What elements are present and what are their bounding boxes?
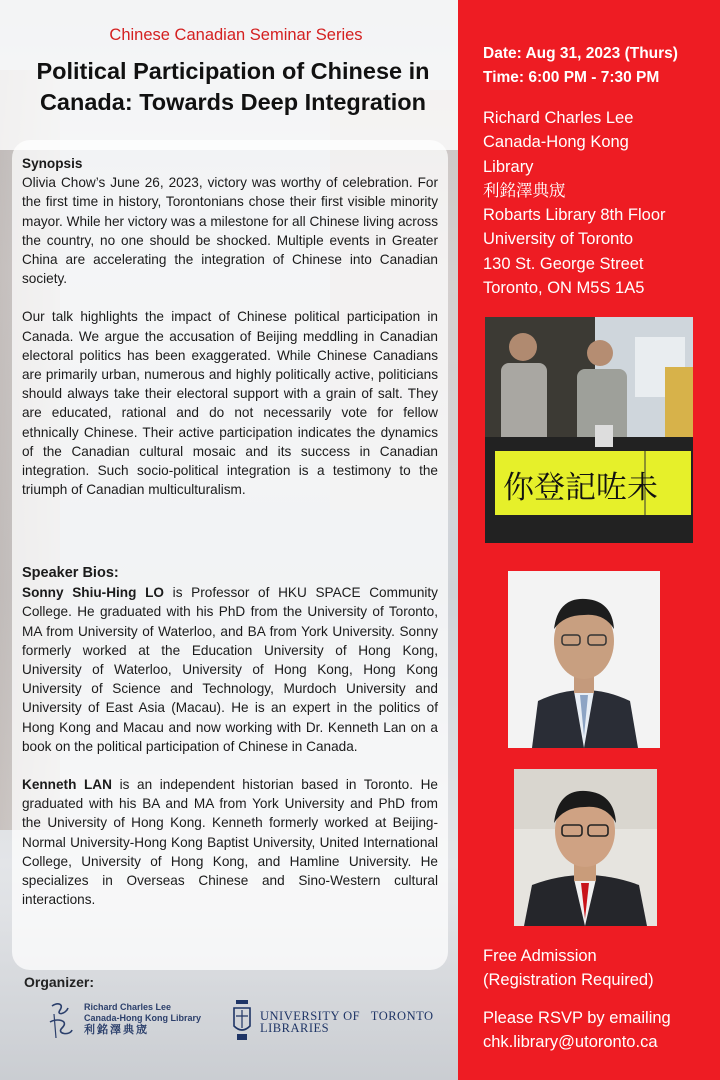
rsvp-email[interactable]: chk.library@utoronto.ca — [483, 1033, 658, 1052]
uoft-libraries-logo — [232, 998, 444, 1044]
speaker-bios-section — [22, 564, 438, 928]
speaker-name: Sonny Shiu-Hing LO — [22, 585, 164, 601]
rsvp-line: Please RSVP by emailing — [483, 1009, 671, 1027]
organizer-label: Organizer: — [24, 974, 95, 990]
uoft-libraries-name — [260, 1010, 434, 1034]
event-venue — [483, 106, 666, 300]
event-date: Date: Aug 31, 2023 (Thurs) — [483, 45, 678, 62]
crest-icon — [232, 998, 252, 1042]
speaker-photo-lan — [514, 769, 657, 926]
synopsis-paragraph: Our talk highlights the impact of Chinese political participation in Canada. We argue the accusation of Beijing meddling in Canadian electoral politics has been exaggerated. While Chinese Canadians are primarily urban, numerous and highly politically active, politicians should always take their electoral support with a grain of salt. They are educated, rational and do not necessarily vote for fellow ethnically Chinese. Their active participation indicates the dynamics of the Canadian cultural mosaic and its success in Canadian integration. Such socio-political integration is a testimony to the triumph of Canadian multiculturalism. — [22, 309, 438, 498]
event-time: Time: 6:00 PM - 7:30 PM — [483, 69, 660, 86]
speaker-bio — [22, 583, 438, 756]
event-photo — [485, 317, 693, 543]
synopsis-paragraph: Olivia Chow’s June 26, 2023, victory was worthy of celebration. For the first time in history, Torontonians chose their first visible minority mayor. While her victory was a milestone for all Chinese living across the country, no one should be shocked. Multiple events in Greater China are accelerating the integration of Chinese into Canadian society. — [22, 175, 438, 287]
event-info-panel — [458, 0, 720, 1080]
synopsis-section — [22, 154, 438, 518]
rsvp-info — [483, 1006, 671, 1055]
event-datetime — [483, 42, 678, 90]
speaker-name: Kenneth LAN — [22, 777, 112, 793]
venue-line: University of Toronto — [483, 230, 634, 249]
rcl-name-line: Richard Charles Lee — [84, 1002, 172, 1012]
calligraphy-icon — [44, 1000, 78, 1042]
speaker-bio-text: is Professor of HKU SPACE Community College. He graduated with his PhD from the University of Toronto, MA from University of Waterloo, and BA from York University. Sonny formerly worked at the Education University of Hong Kong, University of Waterloo, University of Hong Kong, Hong Kong University of Science and Technology, Murdoch University and University of East Asia (Macau). He is an expert in the politics of Hong Kong and Macau and now working with Dr. Kenneth Lan on a book on the political participation of Chinese in Canada. — [22, 585, 438, 754]
series-label: Chinese Canadian Seminar Series — [109, 26, 363, 44]
admission-line: (Registration Required) — [483, 971, 654, 990]
venue-line: 130 St. George Street — [483, 254, 644, 273]
bios-heading: Speaker Bios: — [22, 565, 119, 581]
venue-line: 利銘澤典宬 — [483, 181, 566, 200]
venue-line: Canada-Hong Kong — [483, 133, 629, 152]
rcl-library-logo — [44, 998, 214, 1044]
venue-line: Robarts Library 8th Floor — [483, 206, 666, 225]
admission-line: Free Admission — [483, 947, 597, 965]
venue-line: Library — [483, 157, 534, 176]
speaker-bio — [22, 775, 438, 909]
venue-line: Richard Charles Lee — [483, 109, 634, 127]
speaker-bio-text: is an independent historian based in Toronto. He graduated with his BA and MA from York University and PhD from the University of Hong Kong. Kenneth formerly worked at Beijing-Normal University-Hong Kong Baptist University, United International College, University of Hong Kong, and Hamline University. He specializes in Overseas Chinese and Sino-Western cultural interactions. — [22, 777, 438, 908]
rcl-chinese-name: 利銘澤典宬 — [84, 1024, 149, 1036]
venue-line: Toronto, ON M5S 1A5 — [483, 279, 645, 298]
speaker-photo-lo — [508, 571, 660, 748]
admission-info — [483, 944, 654, 993]
sign-text: 你登記咗未 — [503, 470, 658, 506]
rcl-library-name — [84, 1002, 201, 1036]
uoft-name-line: LIBRARIES — [260, 1021, 330, 1035]
rcl-name-line: Canada-Hong Kong Library — [84, 1012, 202, 1023]
uoft-name-line: UNIVERSITY OF TORONTO — [260, 1009, 434, 1023]
page-title: Political Participation of Chinese in Canada: Towards Deep Integration — [36, 58, 430, 115]
synopsis-heading: Synopsis — [22, 156, 83, 171]
